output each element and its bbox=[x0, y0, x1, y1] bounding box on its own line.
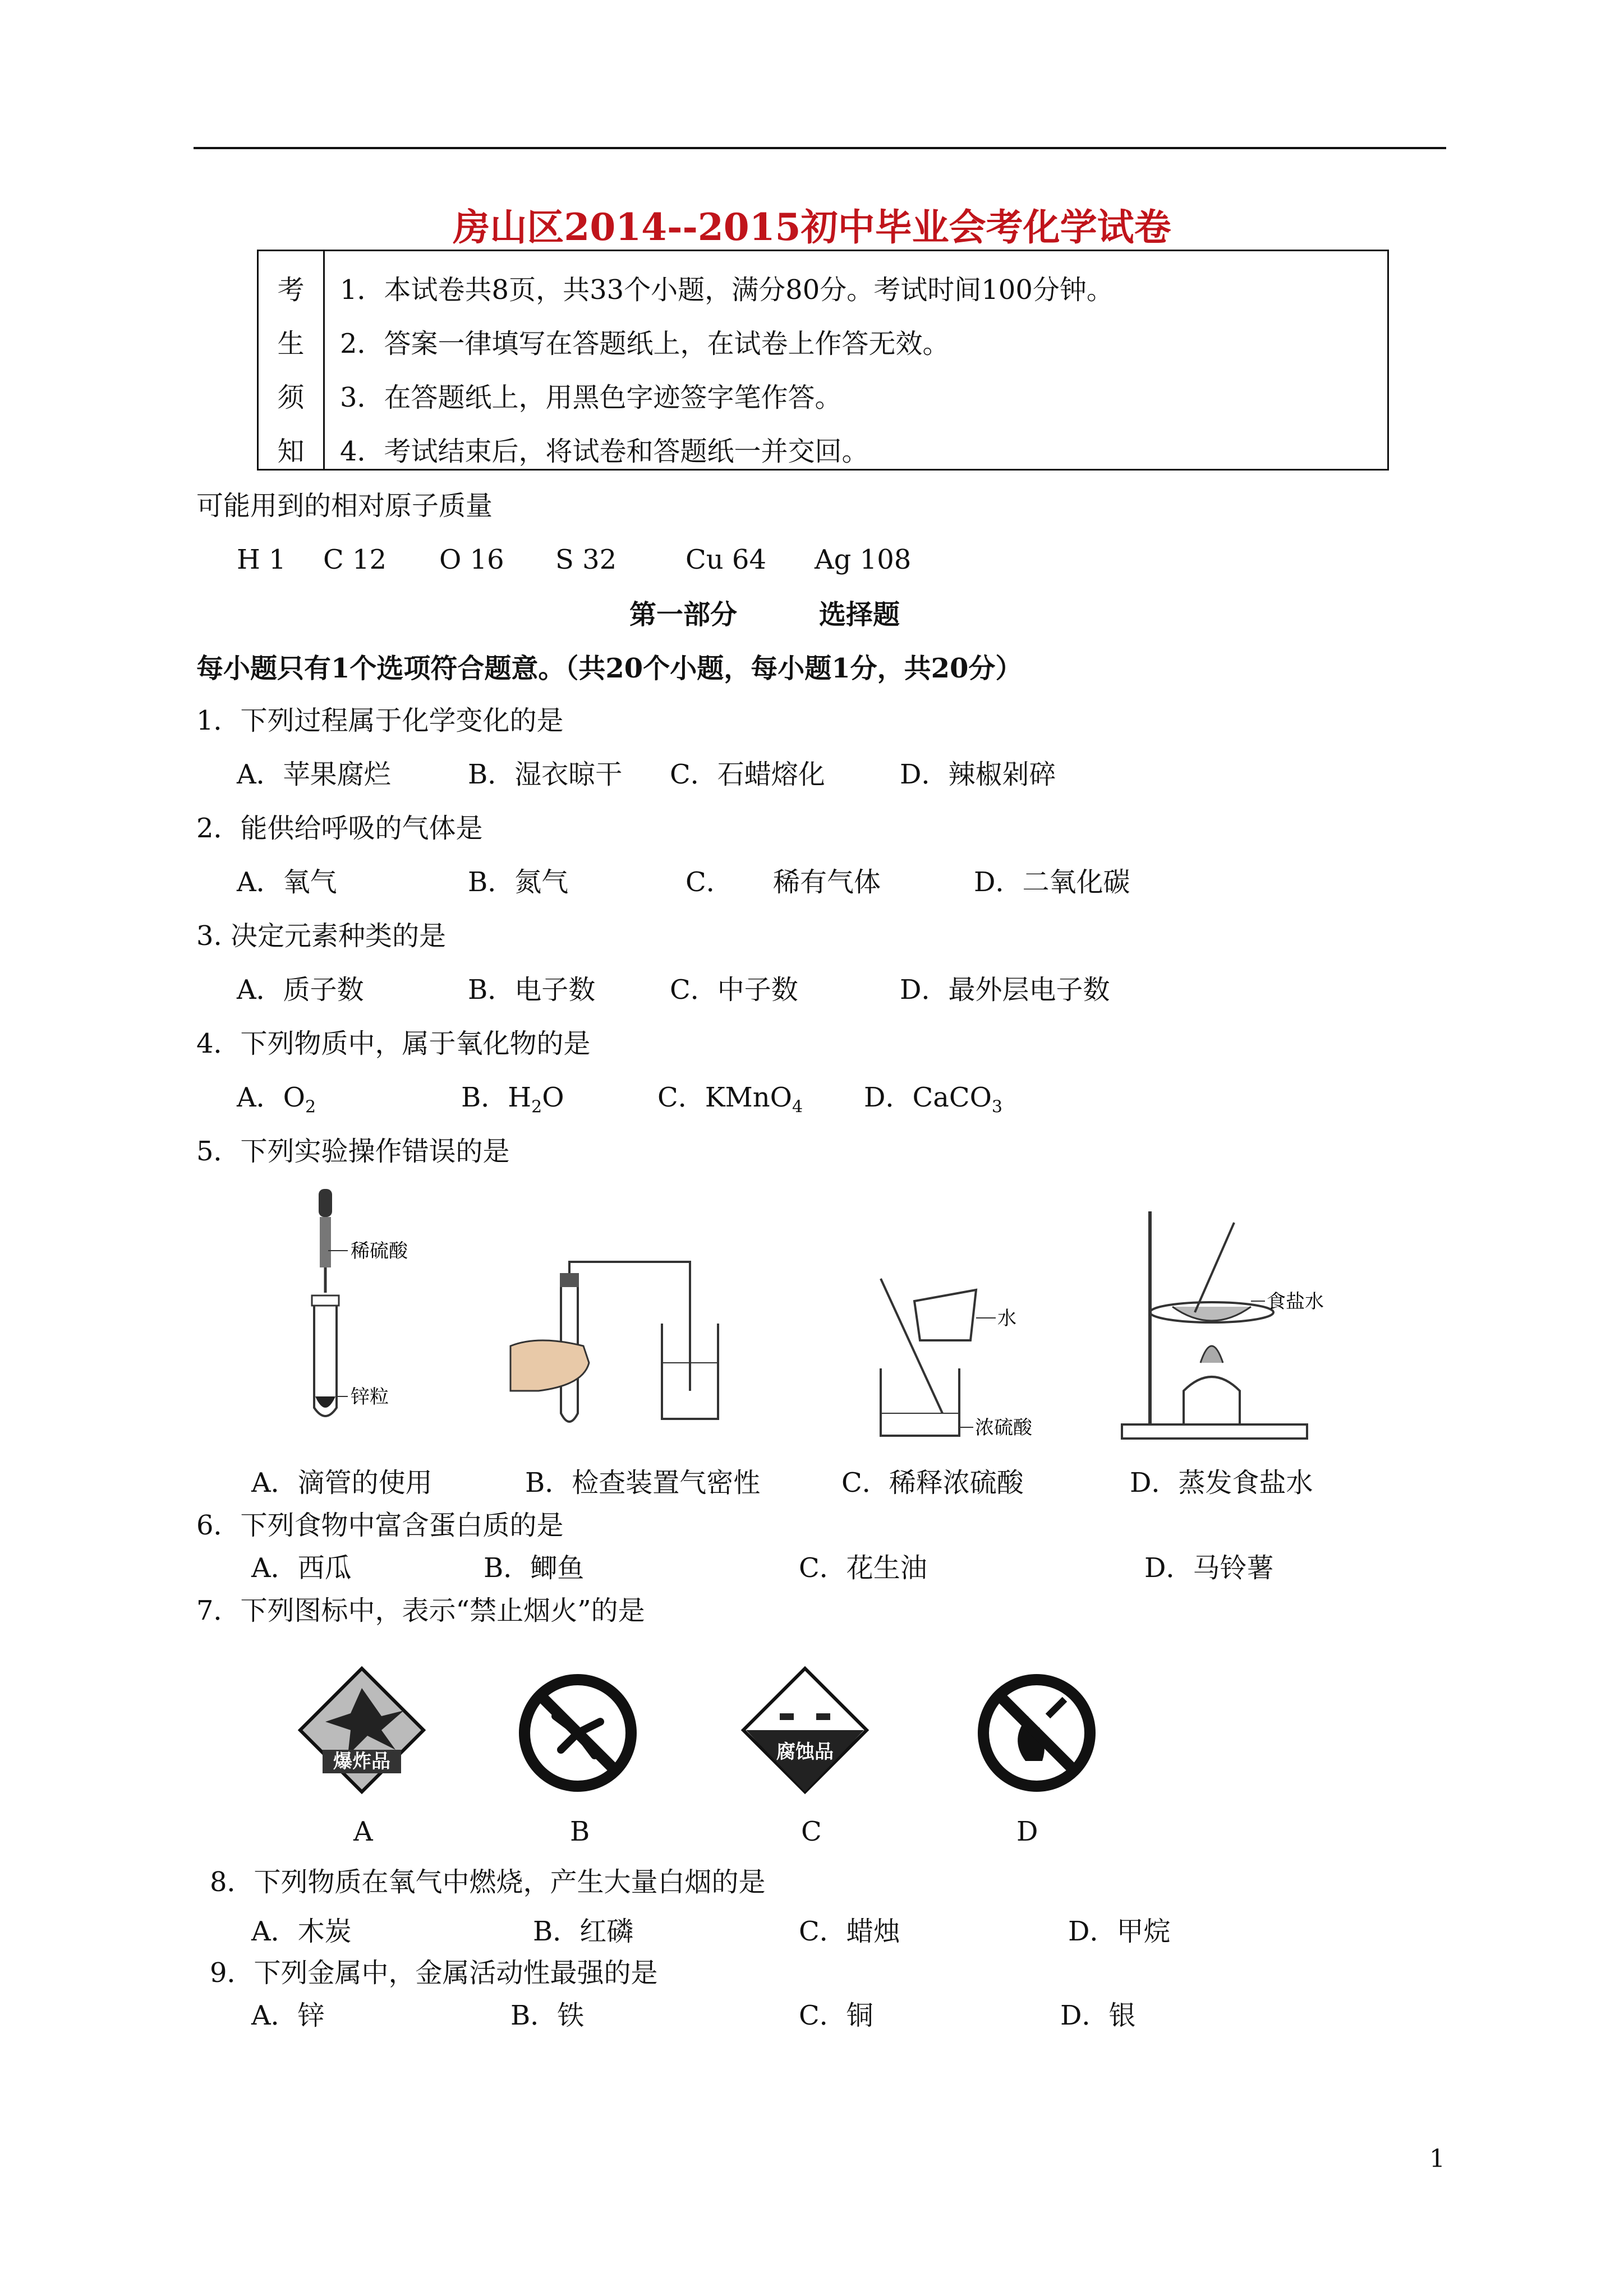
notice-item: 4．考试结束后，将试卷和答题纸一并交回。 bbox=[340, 436, 869, 467]
dropper-body bbox=[320, 1217, 331, 1267]
label-corrosive: 腐蚀品 bbox=[776, 1741, 834, 1763]
formula: O bbox=[283, 1082, 306, 1113]
icon-option-label: D bbox=[1016, 1816, 1038, 1847]
explosive-hazard-icon bbox=[297, 1666, 426, 1795]
atomic-mass-value: H 1 bbox=[237, 544, 286, 575]
atomic-mass-value: Ag 108 bbox=[815, 544, 912, 575]
section-instruction: 每小题只有1个选项符合题意。（共20个小题，每小题1分，共20分） bbox=[196, 653, 1023, 684]
corrosive-hazard-icon bbox=[740, 1666, 869, 1795]
option: C．铜 bbox=[799, 2000, 873, 2031]
formula-subscript: 2 bbox=[531, 1097, 542, 1117]
option-letter: B． bbox=[461, 1082, 508, 1113]
icon-option-label: B bbox=[570, 1816, 590, 1847]
no-fireworks-icon bbox=[516, 1671, 640, 1795]
option: B．检查装置气密性 bbox=[525, 1467, 761, 1499]
question-stem: 6．下列食物中富含蛋白质的是 bbox=[196, 1510, 564, 1541]
option bbox=[864, 1081, 1002, 1124]
formula-subscript: 2 bbox=[305, 1097, 316, 1117]
option: B．红磷 bbox=[533, 1916, 634, 1947]
question-stem: 2．能供给呼吸的气体是 bbox=[196, 813, 483, 844]
header-rule bbox=[194, 147, 1446, 149]
receiving-beaker bbox=[881, 1368, 959, 1436]
option-letter: C． bbox=[657, 1082, 705, 1113]
option: D．银 bbox=[1060, 2000, 1136, 2031]
formula-subscript: 3 bbox=[991, 1097, 1003, 1117]
option: C．石蜡熔化 bbox=[670, 759, 825, 790]
option: A．滴管的使用 bbox=[251, 1467, 433, 1499]
option: C． bbox=[686, 866, 733, 898]
option: D．最外层电子数 bbox=[900, 974, 1110, 1006]
glass-tube bbox=[569, 1262, 690, 1391]
notice-item: 3．在答题纸上，用黑色字迹签字笔作答。 bbox=[340, 382, 842, 413]
figure-evaporating-salt-water bbox=[1116, 1200, 1363, 1447]
option: C．花生油 bbox=[799, 1552, 927, 1584]
label-dilute-sulfuric-acid: 稀硫酸 bbox=[351, 1240, 408, 1262]
option: D．二氧化碳 bbox=[974, 866, 1130, 898]
figure-dropper-usage bbox=[292, 1183, 460, 1430]
option-letter: D． bbox=[864, 1082, 913, 1113]
option: C．稀释浓硫酸 bbox=[841, 1467, 1024, 1499]
test-tube-mouth bbox=[312, 1295, 339, 1306]
option: B．湿衣晾干 bbox=[468, 759, 623, 790]
option: C．中子数 bbox=[670, 974, 798, 1006]
evaporating-dish bbox=[1172, 1307, 1251, 1321]
option: 稀有气体 bbox=[773, 866, 881, 898]
question-stem: 9．下列金属中，金属活动性最强的是 bbox=[210, 1957, 658, 1989]
flame bbox=[1200, 1346, 1223, 1363]
atomic-mass-value: Cu 64 bbox=[686, 544, 766, 575]
option: A．氧气 bbox=[237, 866, 337, 898]
question-stem: 7．下列图标中，表示“禁止烟火”的是 bbox=[196, 1595, 645, 1626]
stopper bbox=[560, 1273, 579, 1287]
option: B．铁 bbox=[510, 2000, 585, 2031]
label-salt-water: 食盐水 bbox=[1267, 1290, 1324, 1313]
pouring-beaker bbox=[914, 1290, 976, 1340]
option: A．质子数 bbox=[237, 974, 364, 1006]
label-explosive: 爆炸品 bbox=[333, 1750, 390, 1773]
atomic-mass-value: O 16 bbox=[439, 544, 504, 575]
figure-diluting-sulfuric-acid bbox=[864, 1267, 1099, 1447]
option: A．锌 bbox=[251, 2000, 325, 2031]
atomic-mass-heading: 可能用到的相对原子质量 bbox=[196, 490, 493, 522]
option bbox=[237, 1081, 316, 1124]
test-tube-left bbox=[780, 1713, 794, 1720]
stirring-rod bbox=[1195, 1223, 1234, 1312]
option: D．甲烷 bbox=[1068, 1916, 1171, 1947]
formula: H bbox=[508, 1082, 532, 1113]
question-stem: 1．下列过程属于化学变化的是 bbox=[196, 705, 564, 736]
option-letter: A． bbox=[237, 1082, 283, 1113]
formula: KMnO bbox=[705, 1082, 793, 1113]
notice-label bbox=[259, 251, 325, 469]
notice-item: 2．答案一律填写在答题纸上，在试卷上作答无效。 bbox=[340, 328, 950, 359]
option: D．马铃薯 bbox=[1144, 1552, 1274, 1584]
atomic-mass-value: C 12 bbox=[323, 544, 387, 575]
option: B．鲫鱼 bbox=[484, 1552, 585, 1584]
page-number: 1 bbox=[1429, 2145, 1445, 2173]
section-subtitle: 选择题 bbox=[819, 599, 900, 630]
label-concentrated-sulfuric-acid: 浓硫酸 bbox=[975, 1417, 1032, 1439]
label-water: 水 bbox=[997, 1307, 1016, 1330]
formula: O bbox=[542, 1082, 564, 1113]
stand-base bbox=[1122, 1424, 1307, 1439]
option: A．木炭 bbox=[251, 1916, 352, 1947]
option: A．苹果腐烂 bbox=[237, 759, 391, 790]
option: A．西瓜 bbox=[251, 1552, 352, 1584]
option bbox=[657, 1081, 803, 1124]
option: D．辣椒剁碎 bbox=[900, 759, 1056, 790]
glass-rod bbox=[881, 1279, 942, 1413]
notice-label-char: 生 bbox=[277, 328, 305, 359]
option: B．氮气 bbox=[468, 866, 569, 898]
alcohol-lamp bbox=[1184, 1377, 1240, 1424]
notice-item: 1．本试卷共8页，共33个小题，满分80分。考试时间100分钟。 bbox=[340, 274, 1114, 306]
option: D．蒸发食盐水 bbox=[1130, 1467, 1313, 1499]
notice-label-char: 知 bbox=[277, 436, 305, 467]
figure-airtightness-check bbox=[505, 1251, 740, 1436]
notice-label-char: 须 bbox=[277, 382, 305, 413]
atomic-mass-value: S 32 bbox=[555, 544, 617, 575]
icon-option-label: A bbox=[353, 1816, 373, 1847]
option: C．蜡烛 bbox=[799, 1916, 900, 1947]
option: B．电子数 bbox=[468, 974, 596, 1006]
page-title: 房山区2014--2015初中毕业会考化学试卷 bbox=[453, 205, 1171, 249]
option bbox=[461, 1081, 564, 1124]
zinc-granules bbox=[315, 1396, 335, 1408]
formula-subscript: 4 bbox=[792, 1097, 803, 1117]
formula: CaCO bbox=[912, 1082, 992, 1113]
label-zinc-granules: 锌粒 bbox=[351, 1386, 389, 1408]
notice-label-char: 考 bbox=[277, 274, 305, 306]
test-tube-right bbox=[816, 1713, 830, 1720]
question-stem: 4．下列物质中，属于氧化物的是 bbox=[196, 1028, 591, 1059]
no-open-flame-icon bbox=[975, 1671, 1098, 1795]
icon-option-label: C bbox=[801, 1816, 822, 1847]
question-stem: 5．下列实验操作错误的是 bbox=[196, 1136, 510, 1167]
section-title: 第一部分 bbox=[629, 599, 738, 630]
exam-notice-box bbox=[257, 250, 1389, 471]
question-stem: 8．下列物质在氧气中燃烧，产生大量白烟的是 bbox=[210, 1866, 766, 1898]
dropper-bulb bbox=[319, 1189, 332, 1217]
question-stem: 3. 决定元素种类的是 bbox=[196, 920, 447, 952]
